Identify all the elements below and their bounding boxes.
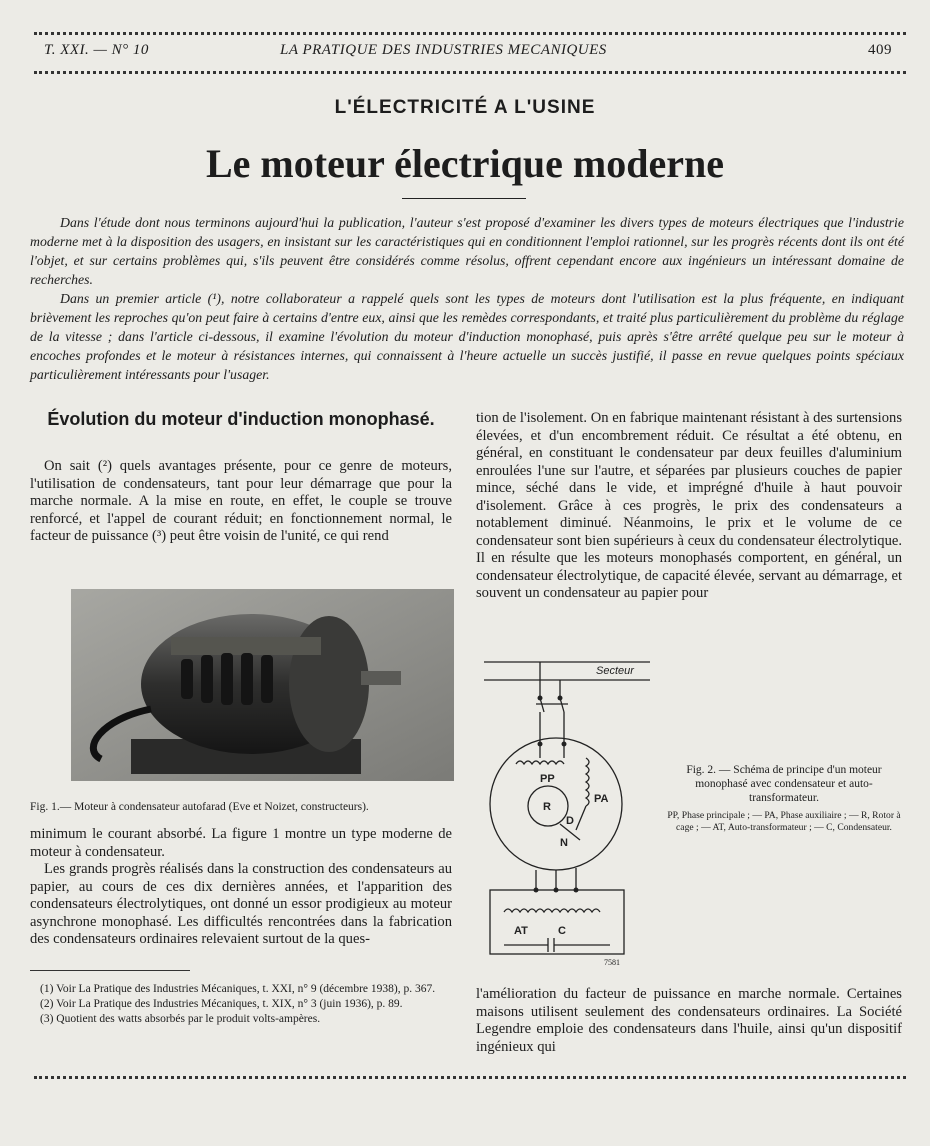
figure-2-caption: Fig. 2. — Schéma de principe d'un moteur monophasé avec condensateur et auto-transformateur. [686,764,882,804]
footnote: (1) Voir La Pratique des Industries Mécaniques, t. XXI, n° 9 (décembre 1938), p. 367. [40,983,436,995]
body-paragraph: minimum le courant absorbé. La figure 1 montre un type moderne de moteur à condensateur. [30,826,452,860]
label-at: AT [514,925,528,937]
motor-illustration [71,589,454,781]
left-column-bottom [30,826,452,949]
intro-paragraph: Dans l'étude dont nous terminons aujourd'hui la publication, l'auteur s'est proposé d'examiner les divers types de moteurs électriques que l'industrie moderne met à la disposition des usagers, en insistant sur les caractéristiques qui en conditionnent l'emploi rationnel, sur les progrès récents dont ils ont été l'objet, et sur certains problèmes qui, s'ils peuvent être considérés comme résolus, offrent cependant encore aux ingénieurs un intéressant domaine de recherches. [30,215,904,287]
label-n: N [560,837,568,849]
right-column-top [476,410,902,603]
body-paragraph: l'amélioration du facteur de puissance en marche normale. Certaines maisons utilisent seulement des condensateurs ordinaires. La Société Legendre emploie des condensateurs dans l'huile, ainsi qu'un dispositif ingénieux qui [476,986,902,1055]
label-pa: PA [594,793,609,805]
label-c: C [558,925,566,937]
left-column-top [30,458,452,546]
footer-rule [34,1076,906,1079]
label-secteur: Secteur [596,665,634,677]
journal-title: LA PRATIQUE DES INDUSTRIES MECANIQUES [280,42,607,58]
header-top-rule [34,32,906,35]
body-paragraph: tion de l'isolement. On en fabrique maintenant résistant à des surtensions élevées, et d'un encombrement réduit. Ce résultat a été obtenu, en général, en constituant le condensateur par deux feuilles d'aluminium enroulées l'une sur l'autre, et séparées par plusieurs couches de papier mince, séché dans le vide, et imprégné d'huile à haut pouvoir d'isolement. Grâce à ces progrès, le prix des condensateurs a notablement diminué. Néanmoins, le prix et le volume de ce condensateur sont bien supérieurs à ceux du condensateur électrolytique. Il en résulte que les moteurs monophasés comportent, en général, un condensateur électrolytique, de capacité élevée, servant au démarrage, et souvent un condensateur au papier pour [476,410,902,601]
footnote-rule [30,970,190,971]
volume-number: T. XXI. — N° 10 [44,42,149,58]
circuit-diagram [480,654,650,974]
title-underline [402,198,526,199]
subsection-heading: Évolution du moteur d'induction monophasé. [47,409,435,429]
footnote: (3) Quotient des watts absorbés par le produit volts-ampères. [40,1013,321,1025]
label-r: R [543,801,551,813]
section-heading: L'ÉLECTRICITÉ A L'USINE [334,97,596,118]
figure-reference-number: 7581 [604,958,620,967]
label-d: D [566,815,574,827]
figure-2-schematic [480,654,650,974]
article-introduction [30,213,904,384]
footnotes [30,982,452,1027]
right-column-bottom [476,986,902,1056]
header-bottom-rule [34,71,906,74]
motor-photograph [71,589,454,781]
body-paragraph: Les grands progrès réalisés dans la construction des condensateurs au papier, au cours de ces dix dernières années, et l'apparition des condensateurs électrolytiques, ont donné un essor prodigieux au moteur asynchrone monophasé. Les difficultés rencontrées dans la fabrication des condensateurs ordinaires relevaient surtout de la ques- [30,861,452,947]
figure-2-legend: PP, Phase principale ; — PA, Phase auxiliaire ; — R, Rotor à cage ; — AT, Auto-transformateur ; — C, Condensateur. [667,810,901,833]
page-number: 409 [868,42,892,58]
figure-1-caption: Fig. 1.— Moteur à condensateur autofarad (Eve et Noizet, constructeurs). [30,801,369,813]
footnote: (2) Voir La Pratique des Industries Mécaniques, t. XIX, n° 3 (juin 1936), p. 89. [40,998,403,1010]
article-title: Le moteur électrique moderne [206,141,724,186]
label-pp: PP [540,773,555,785]
intro-paragraph: Dans un premier article (¹), notre collaborateur a rappelé quels sont les types de moteurs dont l'utilisation est la plus fréquente, en indiquant brièvement les reproches qu'on peut faire à certains d'entre eux, ainsi que les remèdes correspondants, et traité plus particulièrement du problème du réglage de la vitesse ; dans l'article ci-dessous, il examine l'évolution du moteur d'induction monophasé, puis après s'être arrêté quelque peu sur le moteur à encoches profondes et le moteur à résistances internes, qui connaissent à l'heure actuelle un succès justifié, il passe en revue quelques points spéciaux particulièrement intéressants pour l'usager. [30,291,904,382]
body-paragraph: On sait (²) quels avantages présente, pour ce genre de moteurs, l'utilisation de condensateurs, tant pour leur démarrage que pour la marche normale. A la mise en route, en effet, le couple se trouve renforcé, et l'appel de courant réduit; en fonctionnement normal, le facteur de puissance (³) peut être voisin de l'unité, ce qui rend [30,458,452,544]
